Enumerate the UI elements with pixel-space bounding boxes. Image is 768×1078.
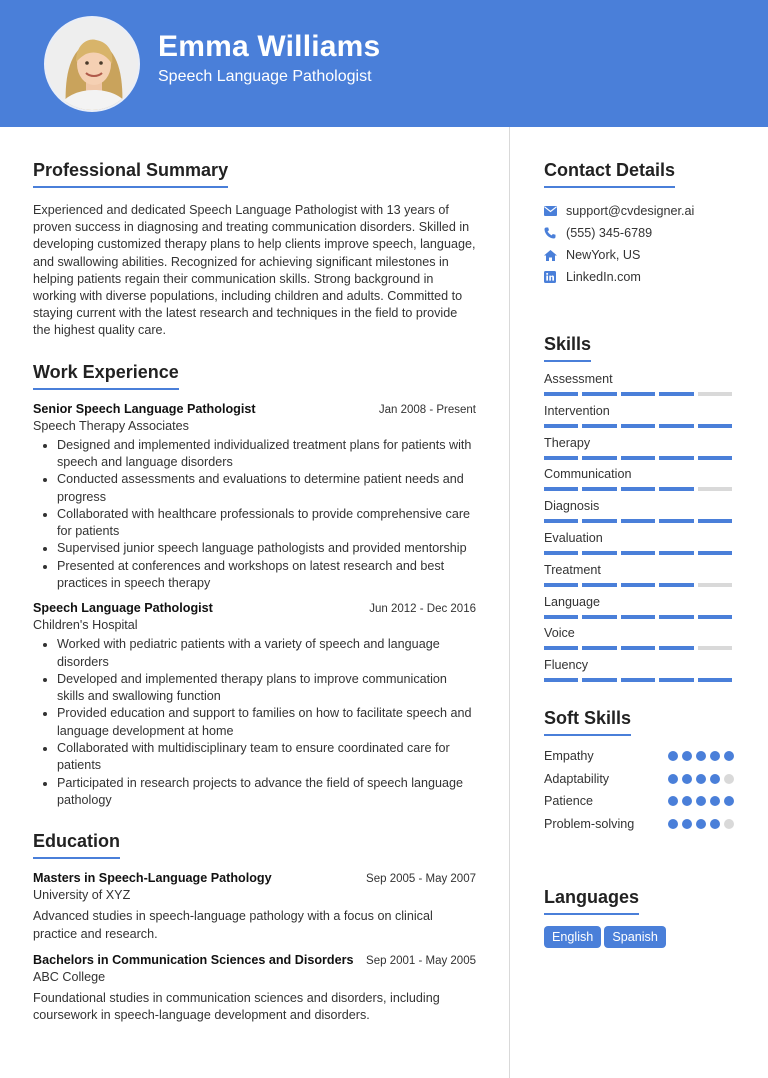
soft-skill-rating (668, 774, 734, 784)
education-section (33, 831, 476, 1024)
job-title: Speech Language Pathologist (33, 601, 213, 616)
skill-level-segment (698, 551, 732, 555)
contact-location-text: NewYork, US (566, 248, 641, 262)
job-bullet: • Designed and implemented individualized treatment plans for patients with speech and language disorders (57, 437, 476, 472)
soft-skill-name: Patience (544, 794, 594, 809)
rating-dot (710, 751, 720, 761)
skill-item (544, 499, 734, 531)
soft-skill-item (544, 745, 734, 768)
skill-level-segment (659, 424, 693, 428)
soft-skill-name: Empathy (544, 749, 594, 764)
job-date: Jan 2008 - Present (378, 403, 476, 416)
rating-dot (668, 796, 678, 806)
rating-dot (668, 774, 678, 784)
contact-email-text: support@cvdesigner.ai (566, 204, 695, 218)
main-column (33, 160, 476, 1024)
school-name: ABC College (33, 969, 106, 984)
skill-level-segment (659, 392, 693, 396)
skill-level-segment (621, 615, 655, 619)
sidebar-column (544, 160, 734, 948)
soft-skill-name: Problem-solving (544, 816, 635, 831)
candidate-role: Speech Language Pathologist (158, 68, 372, 85)
skill-level-segment (698, 583, 732, 587)
skill-level-bar (544, 646, 734, 650)
language-badge: Spanish (604, 926, 666, 948)
skill-item (544, 467, 734, 499)
skill-level-segment (544, 519, 578, 523)
job-bullet: • Conducted assessments and evaluations to determine patient needs and progress (57, 471, 476, 506)
skill-level-bar (544, 519, 734, 523)
degree-title: Masters in Speech-Language Pathology (33, 871, 272, 886)
contact-linkedin-text: LinkedIn.com (566, 270, 641, 284)
contact-location (544, 244, 734, 266)
skill-level-segment (582, 583, 616, 587)
skill-level-segment (659, 646, 693, 650)
skill-level-segment (621, 519, 655, 523)
skill-item (544, 626, 734, 658)
skill-level-segment (659, 456, 693, 460)
language-badge: English (544, 926, 601, 948)
skill-level-segment (621, 424, 655, 428)
rating-dot (724, 774, 734, 784)
languages-list (544, 926, 734, 948)
skill-item (544, 658, 734, 690)
job-bullet: • Collaborated with multidisciplinary team to ensure coordinated care for patients (57, 740, 476, 775)
soft-skills-list (544, 745, 734, 835)
skill-level-segment (621, 583, 655, 587)
skill-level-segment (582, 487, 616, 491)
skill-level-segment (698, 678, 732, 682)
skill-level-segment (582, 456, 616, 460)
column-divider (509, 127, 510, 1078)
rating-dot (668, 751, 678, 761)
skill-level-segment (621, 487, 655, 491)
skill-level-segment (544, 456, 578, 460)
skill-level-segment (582, 646, 616, 650)
job-bullets (33, 636, 476, 809)
skill-level-segment (544, 646, 578, 650)
summary-section (33, 160, 476, 340)
skill-level-segment (698, 519, 732, 523)
skill-level-bar (544, 456, 734, 460)
soft-skill-rating (668, 751, 734, 761)
job-title: Senior Speech Language Pathologist (33, 401, 256, 416)
rating-dot (724, 751, 734, 761)
skills-title: Skills (544, 334, 591, 362)
skill-name: Diagnosis (544, 499, 600, 514)
skill-level-bar (544, 487, 734, 491)
education-date: Sep 2005 - May 2007 (366, 873, 476, 886)
skill-item (544, 436, 734, 468)
skill-level-bar (544, 424, 734, 428)
rating-dot (668, 819, 678, 829)
skill-level-segment (698, 487, 732, 491)
job-entry (33, 402, 476, 593)
skill-level-segment (621, 392, 655, 396)
education-entry (33, 953, 476, 1025)
rating-dot (696, 819, 706, 829)
skill-level-segment (544, 551, 578, 555)
skill-level-segment (582, 392, 616, 396)
skill-level-segment (698, 646, 732, 650)
experience-title: Work Experience (33, 362, 179, 390)
skill-name: Therapy (544, 435, 591, 450)
education-entry (33, 871, 476, 943)
skill-level-segment (621, 646, 655, 650)
resume-header (0, 0, 768, 127)
rating-dot (682, 796, 692, 806)
profile-photo-illustration (46, 18, 140, 112)
rating-dot (724, 796, 734, 806)
skill-level-segment (621, 551, 655, 555)
languages-section (544, 887, 734, 948)
rating-dot (724, 819, 734, 829)
skill-level-segment (698, 424, 732, 428)
soft-skill-rating (668, 819, 734, 829)
skill-level-bar (544, 551, 734, 555)
skills-list (544, 372, 734, 690)
skill-level-segment (544, 392, 578, 396)
contact-section (544, 160, 734, 288)
rating-dot (696, 796, 706, 806)
job-date: Jun 2012 - Dec 2016 (369, 603, 476, 616)
skill-item (544, 563, 734, 595)
rating-dot (682, 774, 692, 784)
education-date: Sep 2001 - May 2005 (366, 954, 476, 967)
education-description: Advanced studies in speech-language pathology with a focus on clinical practice and research. (33, 909, 433, 941)
skill-name: Fluency (544, 658, 589, 673)
skill-level-segment (544, 678, 578, 682)
skill-level-segment (698, 392, 732, 396)
degree-title: Bachelors in Communication Sciences and Disorders (33, 952, 354, 967)
phone-icon (544, 227, 566, 239)
job-bullet: • Collaborated with healthcare professionals to provide comprehensive care for patients (57, 506, 476, 541)
skill-level-segment (698, 456, 732, 460)
skill-level-bar (544, 678, 734, 682)
skill-level-segment (582, 519, 616, 523)
soft-skills-title: Soft Skills (544, 708, 631, 736)
skill-level-segment (582, 424, 616, 428)
home-icon (544, 250, 566, 261)
rating-dot (682, 819, 692, 829)
rating-dot (710, 796, 720, 806)
skill-level-segment (659, 583, 693, 587)
skill-level-segment (659, 519, 693, 523)
skill-name: Voice (544, 626, 575, 641)
skill-level-segment (582, 551, 616, 555)
skill-level-bar (544, 615, 734, 619)
job-bullet: • Supervised junior speech language pathologists and provided mentorship (57, 540, 476, 557)
summary-title: Professional Summary (33, 160, 228, 188)
skill-level-segment (544, 424, 578, 428)
soft-skill-rating (668, 796, 734, 806)
experience-section (33, 362, 476, 810)
rating-dot (710, 819, 720, 829)
candidate-name: Emma Williams (158, 30, 381, 63)
contact-phone[interactable] (544, 222, 734, 244)
skill-name: Intervention (544, 403, 610, 418)
skill-item (544, 595, 734, 627)
skill-name: Treatment (544, 562, 601, 577)
contact-title: Contact Details (544, 160, 675, 188)
skill-level-segment (659, 551, 693, 555)
skill-level-segment (582, 615, 616, 619)
skill-item (544, 531, 734, 563)
skill-level-bar (544, 392, 734, 396)
job-bullet: • Participated in research projects to advance the field of speech language pathology (57, 775, 476, 810)
profile-photo (44, 16, 140, 112)
job-bullet: • Presented at conferences and workshops on latest research and best practices in speech therapy (57, 558, 476, 593)
skill-level-segment (698, 615, 732, 619)
skill-level-segment (544, 615, 578, 619)
skill-level-bar (544, 583, 734, 587)
skill-name: Communication (544, 467, 632, 482)
soft-skill-name: Adaptability (544, 771, 610, 786)
skill-item (544, 404, 734, 436)
skill-name: Evaluation (544, 530, 603, 545)
education-title: Education (33, 831, 120, 859)
skill-level-segment (544, 583, 578, 587)
job-organization: Speech Therapy Associates (33, 418, 189, 433)
job-organization: Children's Hospital (33, 618, 138, 633)
job-entry (33, 601, 476, 809)
summary-text: Experienced and dedicated Speech Language Pathologist with 13 years of proven success in diagnosing and treating communication disorders. Skilled in developing customized therapy plans to help clients improve speech, language, and swallowing abilities. Recognized for achieving significant milestones in helping patients regain their communication skills. Strong background in working with diverse populations, including children and adults. Committed to staying current with the latest research and techniques in the field to provide the highest quality care. (33, 203, 476, 338)
skill-level-segment (659, 615, 693, 619)
skill-level-segment (582, 678, 616, 682)
skill-level-segment (621, 456, 655, 460)
job-bullets (33, 437, 476, 593)
skill-level-segment (659, 487, 693, 491)
skill-level-segment (659, 678, 693, 682)
soft-skill-item (544, 767, 734, 790)
rating-dot (710, 774, 720, 784)
education-description: Foundational studies in communication sciences and disorders, including coursework in speech-language development and disorders. (33, 990, 440, 1023)
skill-item (544, 372, 734, 404)
contact-linkedin[interactable] (544, 266, 734, 288)
job-bullet: • Developed and implemented therapy plans to improve communication skills and swallowing function (57, 671, 476, 706)
rating-dot (696, 751, 706, 761)
rating-dot (696, 774, 706, 784)
contact-phone-text: (555) 345-6789 (566, 226, 653, 240)
envelope-icon (544, 206, 566, 216)
job-bullet: • Worked with pediatric patients with a variety of speech and language disorders (57, 636, 476, 671)
skills-section (544, 334, 734, 690)
skill-level-segment (544, 487, 578, 491)
rating-dot (682, 751, 692, 761)
languages-title: Languages (544, 887, 639, 915)
contact-email[interactable] (544, 200, 734, 222)
skill-name: Assessment (544, 372, 613, 386)
school-name: University of XYZ (33, 888, 131, 903)
skill-name: Language (544, 594, 601, 609)
soft-skill-item (544, 812, 734, 835)
skill-level-segment (621, 678, 655, 682)
soft-skill-item (544, 790, 734, 813)
soft-skills-section (544, 708, 734, 835)
linkedin-icon (544, 271, 566, 283)
job-bullet: • Provided education and support to families on how to facilitate speech and language development at home (57, 705, 476, 740)
